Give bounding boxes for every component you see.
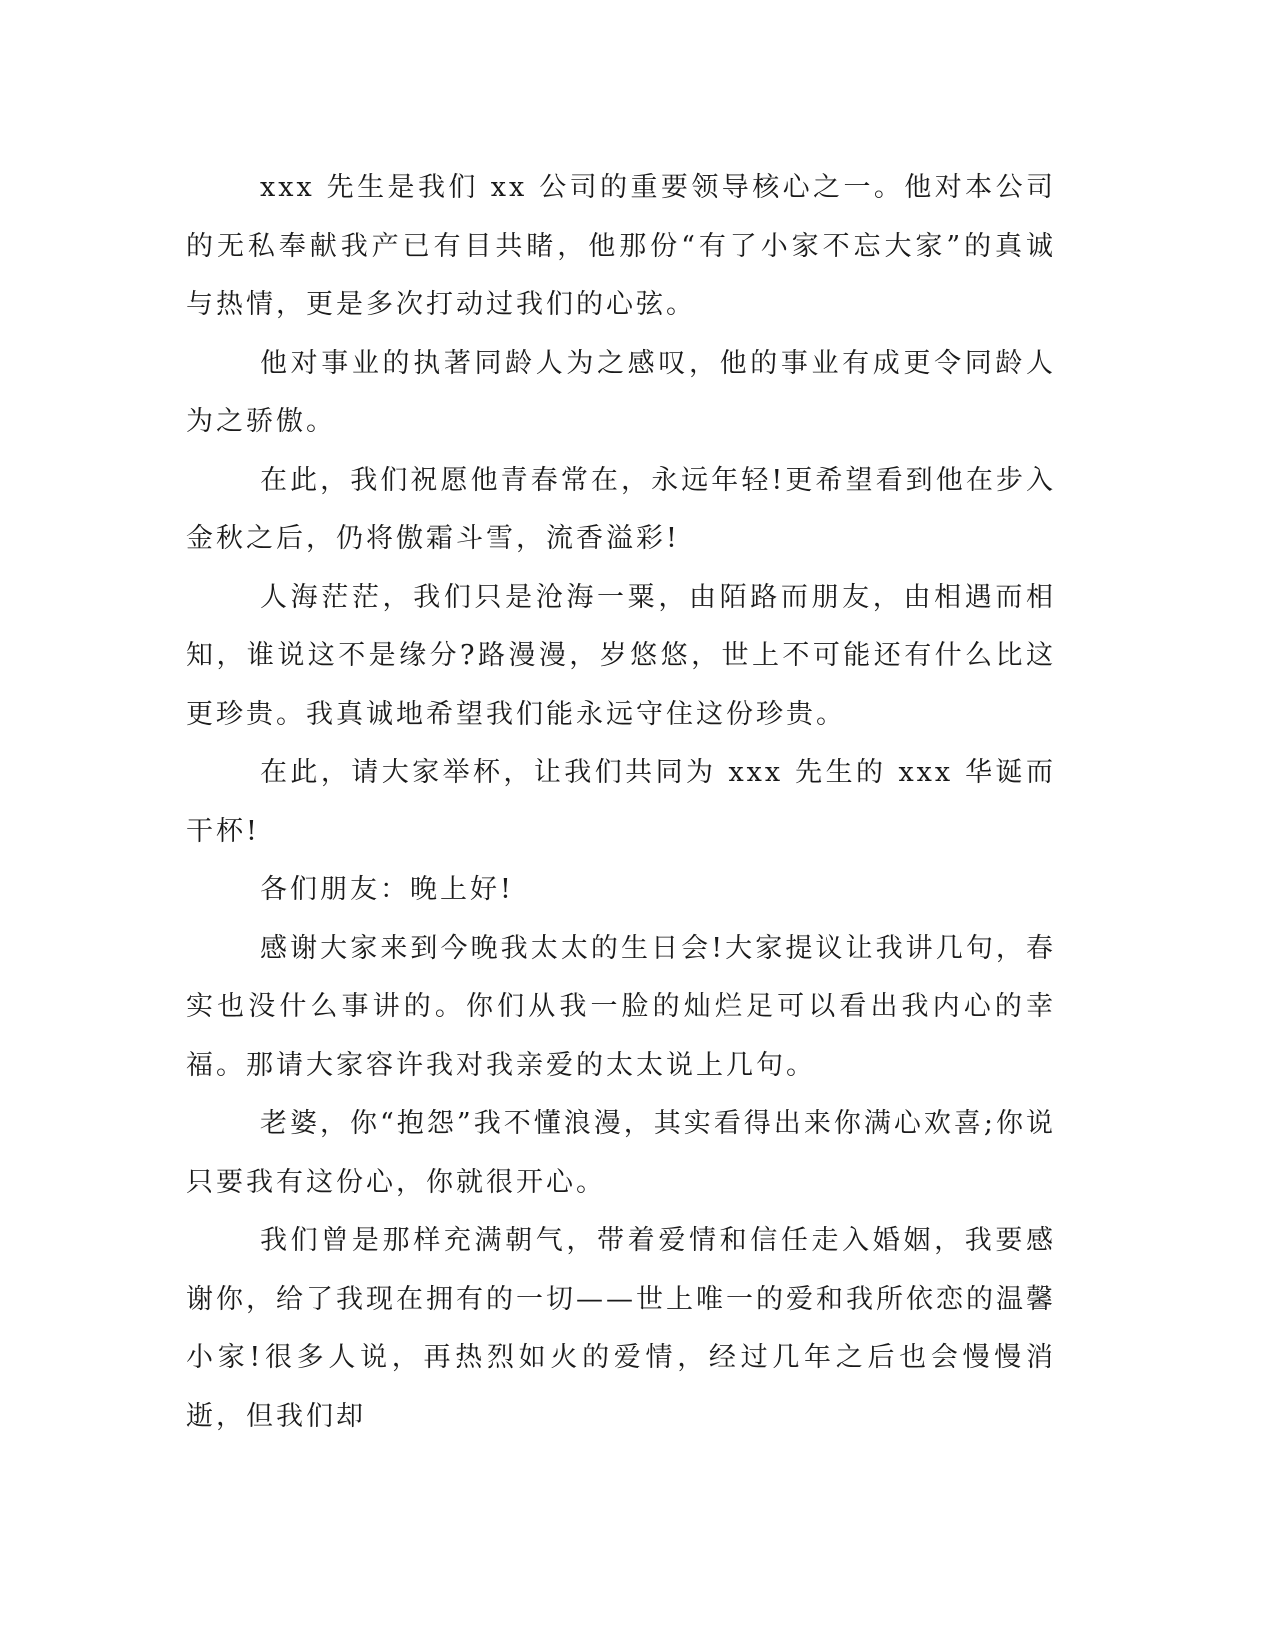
paragraph-9: 我们曾是那样充满朝气，带着爱情和信任走入婚姻，我要感谢你，给了我现在拥有的一切——世上唯一的爱和我所依恋的温馨小家!很多人说，再热烈如火的爱情，经过几年之后也会慢慢消逝，但我们却 xyxy=(186,1225,1056,1432)
document-body xyxy=(186,159,1056,1446)
paragraph-3: 在此，我们祝愿他青春常在，永远年轻!更希望看到他在步入金秋之后，仍将傲霜斗雪，流香溢彩! xyxy=(186,464,1056,554)
paragraph-7: 感谢大家来到今晚我太太的生日会!大家提议让我讲几句，春实也没什么事讲的。你们从我一脸的灿烂足可以看出我内心的幸福。那请大家容许我对我亲爱的太太说上几句。 xyxy=(186,932,1056,1081)
paragraph-1: xxx 先生是我们 xx 公司的重要领导核心之一。他对本公司的无私奉献我产已有目共睹，他那份“有了小家不忘大家”的真诚与热情，更是多次打动过我们的心弦。 xyxy=(186,172,1056,320)
paragraph-4: 人海茫茫，我们只是沧海一粟，由陌路而朋友，由相遇而相知，谁说这不是缘分?路漫漫，岁悠悠，世上不可能还有什么比这更珍贵。我真诚地希望我们能永远守住这份珍贵。 xyxy=(186,581,1056,730)
paragraph-8: 老婆，你“抱怨”我不懂浪漫，其实看得出来你满心欢喜;你说只要我有这份心，你就很开心。 xyxy=(186,1108,1056,1198)
paragraph-5: 在此，请大家举杯，让我们共同为 xxx 先生的 xxx 华诞而干杯! xyxy=(186,757,1056,847)
paragraph-6: 各们朋友：晚上好! xyxy=(260,874,514,905)
paragraph-2: 他对事业的执著同龄人为之感叹，他的事业有成更令同龄人为之骄傲。 xyxy=(186,347,1056,437)
